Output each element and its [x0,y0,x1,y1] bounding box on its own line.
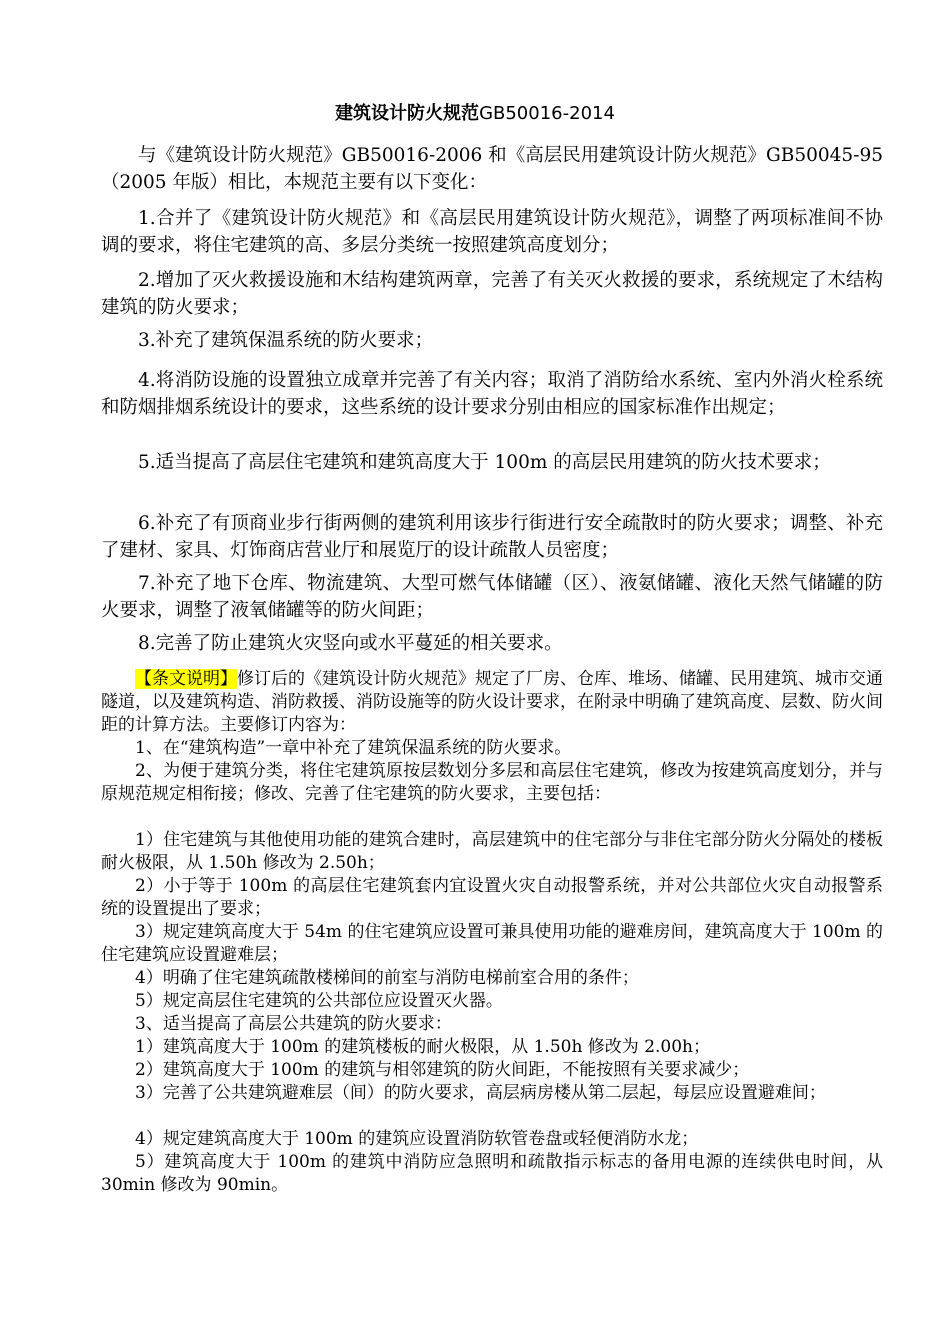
detail-item: 4）明确了住宅建筑疏散楼梯间的前室与消防电梯前室合用的条件； [135,968,639,988]
detail-item: 1）建筑高度大于 100m 的建筑楼板的耐火极限，从 1.50h 修改为 2.00h； [135,1037,711,1057]
change-item-6: 6.补充了有顶商业步行街两侧的建筑利用该步行街进行安全疏散时的防火要求；调整、补充了建材、家具、灯饰商店营业厅和展览厅的设计疏散人员密度； [101,513,883,561]
change-item-8: 8.完善了防止建筑火灾竖向或水平蔓延的相关要求。 [138,633,563,654]
detail-item: 2、为便于建筑分类，将住宅建筑原按层数划分多层和高层住宅建筑，修改为按建筑高度划分，并与原规范规定相衔接；修改、完善了住宅建筑的防火要求，主要包括： [101,761,883,804]
detail-item: 5）建筑高度大于 100m 的建筑中消防应急照明和疏散指示标志的备用电源的连续供电时间，从 30min 修改为 90min。 [101,1152,883,1195]
change-item-7: 7.补充了地下仓库、物流建筑、大型可燃气体储罐（区）、液氨储罐、液化天然气储罐的防火要求，调整了液氧储罐等的防火间距； [101,573,883,621]
explanation-text: 修订后的《建筑设计防火规范》规定了厂房、仓库、堆场、储罐、民用建筑、城市交通隧道，以及建筑构造、消防救援、消防设施等的防火设计要求，在附录中明确了建筑高度、层数、防火间距的计算方法。主要修订内容为： [101,669,883,735]
detail-item: 5）规定高层住宅建筑的公共部位应设置灭火器。 [135,991,503,1011]
change-item-4: 4.将消防设施的设置独立成章并完善了有关内容；取消了消防给水系统、室内外消火栓系统和防烟排烟系统设计的要求，这些系统的设计要求分别由相应的国家标准作出规定； [101,370,883,418]
detail-item: 4）规定建筑高度大于 100m 的建筑应设置消防软管卷盘或轻便消防水龙； [135,1129,699,1149]
intro-paragraph: 与《建筑设计防火规范》GB50016-2006 和《高层民用建筑设计防火规范》GB50045-95（2005 年版）相比，本规范主要有以下变化： [101,145,883,193]
title-text: 建筑设计防火规范 [335,103,480,124]
change-item-3: 3.补充了建筑保温系统的防火要求； [138,330,434,351]
explanation-tag: 【条文说明】 [135,669,237,689]
change-item-1: 1.合并了《建筑设计防火规范》和《高层民用建筑设计防火规范》，调整了两项标准间不协调的要求，将住宅建筑的高、多层分类统一按照建筑高度划分； [101,208,883,256]
title-code: GB50016-2014 [479,103,615,124]
explanation-paragraph [101,668,883,737]
detail-item: 2）小于等于 100m 的高层住宅建筑套内宜设置火灾自动报警系统，并对公共部位火灾自动报警系统的设置提出了要求； [101,876,883,919]
detail-item: 2）建筑高度大于 100m 的建筑与相邻建筑的防火间距，不能按照有关要求减少； [135,1060,750,1080]
detail-item: 3）完善了公共建筑避难层（间）的防火要求，高层病房楼从第二层起，每层应设置避难间； [135,1083,826,1103]
change-item-2: 2.增加了灭火救援设施和木结构建筑两章，完善了有关灭火救援的要求，系统规定了木结构建筑的防火要求； [101,270,883,318]
detail-item: 3）规定建筑高度大于 54m 的住宅建筑应设置可兼具使用功能的避难房间，建筑高度大于 100m 的住宅建筑应设置避难层； [101,922,883,965]
detail-item: 1、在“建筑构造”一章中补充了建筑保温系统的防火要求。 [135,738,572,758]
change-item-5: 5.适当提高了高层住宅建筑和建筑高度大于 100m 的高层民用建筑的防火技术要求； [138,452,831,473]
document-title [0,101,950,127]
detail-item: 3、适当提高了高层公共建筑的防火要求： [135,1014,452,1034]
detail-item: 1）住宅建筑与其他使用功能的建筑合建时，高层建筑中的住宅部分与非住宅部分防火分隔处的楼板耐火极限，从 1.50h 修改为 2.50h； [101,830,883,873]
